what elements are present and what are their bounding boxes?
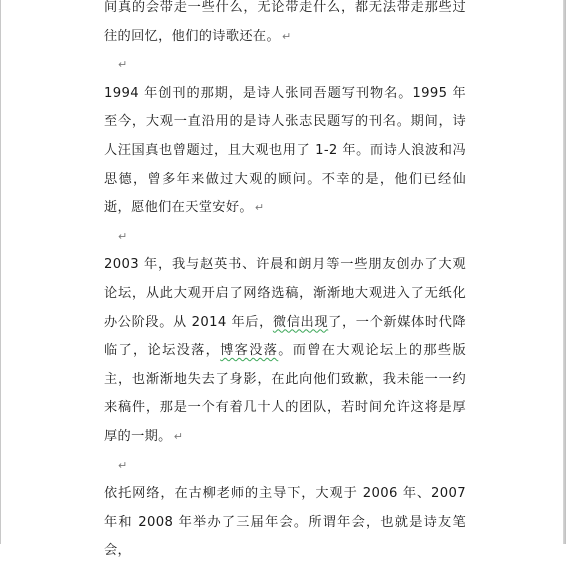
- paragraph-3-text-b: 了，一个新媒体时代降临了，论坛没落，: [104, 314, 466, 359]
- grammar-flag-wechat[interactable]: 微信出现: [272, 314, 329, 330]
- paragraph-mark-icon: ↵: [254, 201, 265, 215]
- paragraph-2: [104, 80, 466, 223]
- paragraph-1: [104, 0, 466, 51]
- paragraph-mark-icon: ↵: [118, 458, 128, 472]
- paragraph-mark-icon: ↵: [282, 29, 292, 43]
- grammar-flag-blog[interactable]: 博客没落: [220, 343, 279, 359]
- paragraph-3: [104, 251, 466, 451]
- paragraph-mark-icon: ↵: [118, 58, 128, 72]
- document-body[interactable]: [104, 0, 466, 566]
- paragraph-3-text-c: 。而曾在大观论坛上的那些版主，也渐渐地失去了身影，在此向他们致歉，我未能一一约来稿件，那是一个有着几十人的团队，若时间允许这将是厚厚的一期。: [104, 343, 466, 444]
- page-left-border: [0, 0, 1, 544]
- paragraph-mark-icon: ↵: [173, 429, 184, 443]
- empty-paragraph: [104, 223, 466, 252]
- paragraph-4: [104, 480, 466, 566]
- paragraph-3-text-a: 2003 年，我与赵英书、许晨和朗月等一些朋友创办了大观论坛，从此大观开启了网络选稿，渐渐地大观进入了无纸化办公阶段。从 2014 年后，: [104, 257, 466, 330]
- paragraph-2-text: 1994 年创刊的那期，是诗人张同吾题写刊物名。1995 年至今，大观一直沿用的是诗人张志民题写的刊名。期间，诗人汪国真也曾题过，且大观也用了 1-2 年。而诗人浪波和冯思德，曾多年来做过大观的顾问。不幸的是，他们已经仙逝，愿他们在天堂安好。: [104, 85, 466, 216]
- paragraph-4-text: 依托网络，在古柳老师的主导下，大观于 2006 年、2007 年和 2008 年举办了三届年会。所谓年会，也就是诗友笔会，: [104, 486, 466, 559]
- paragraph-mark-icon: ↵: [118, 229, 128, 243]
- paragraph-1-text: 间真的会带走一些什么，无论带走什么，都无法带走那些过往的回忆，他们的诗歌还在。: [104, 0, 466, 44]
- empty-paragraph: [104, 51, 466, 80]
- empty-paragraph: [104, 452, 466, 481]
